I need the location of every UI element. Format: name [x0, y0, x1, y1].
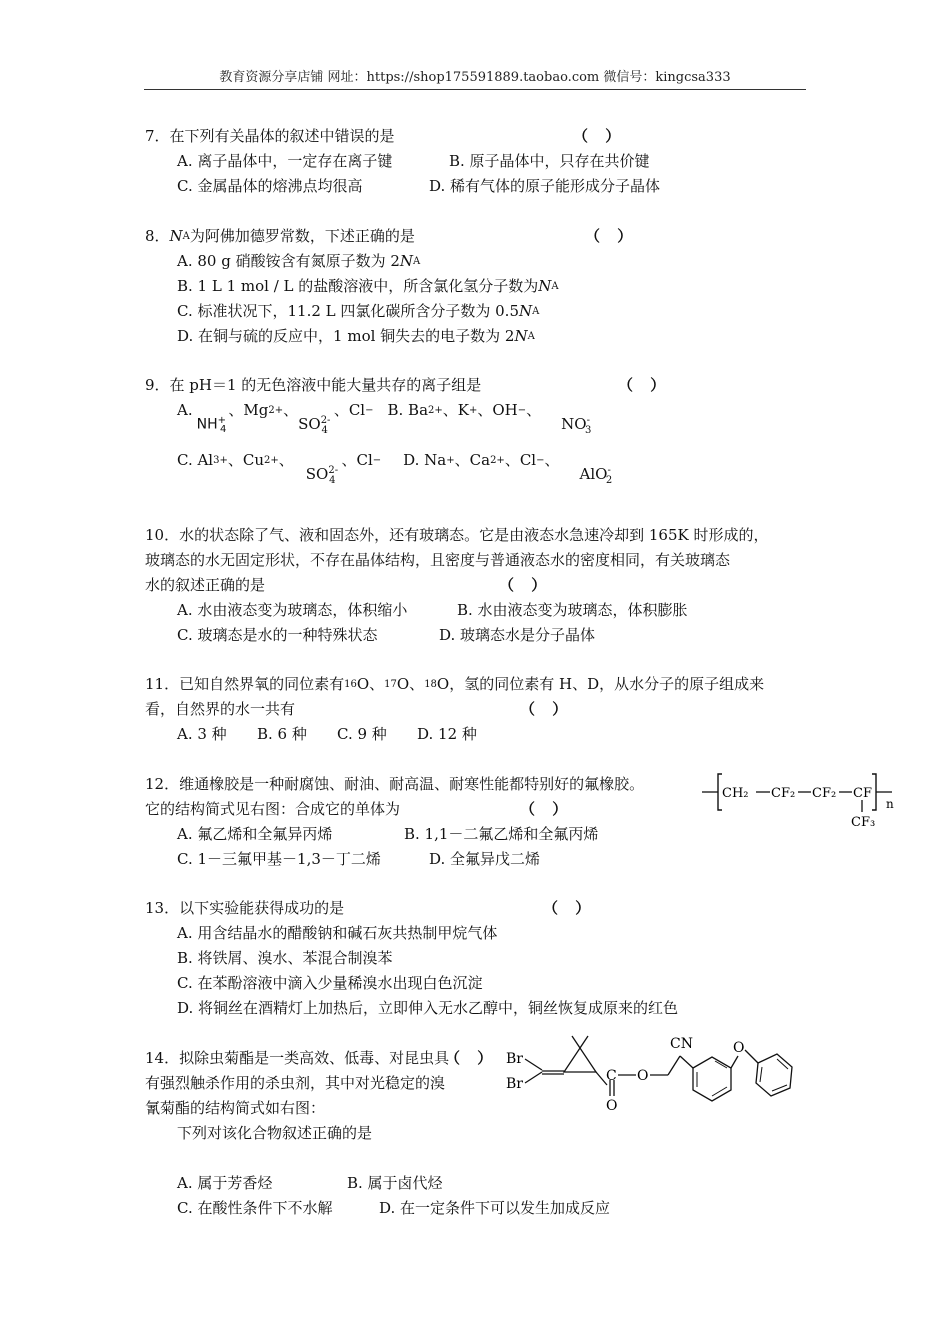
- q11-line-1-end: ，氢的同位素有 H、D，从水分子的原子组成来: [449, 675, 765, 693]
- na-subscript: A: [413, 256, 421, 267]
- q9-option-d-label: D. Na: [403, 451, 447, 469]
- ester-oxygen: O: [637, 1068, 649, 1084]
- q9-answer-blank[interactable]: （ ）: [618, 376, 672, 394]
- bromine-atom-top: Br: [506, 1051, 523, 1067]
- q12-line-2: 它的结构简式见右图：合成它的单体为: [145, 800, 401, 818]
- bromine-atom-bottom: Br: [506, 1076, 523, 1092]
- na-subscript: A: [182, 231, 190, 242]
- question-8: [145, 224, 815, 349]
- q12-option-d: D. 全氟异戊二烯: [429, 850, 541, 868]
- q14-answer-blank[interactable]: （ ）: [445, 1049, 499, 1067]
- q11-line-2: 看，自然界的水一共有: [145, 700, 296, 718]
- na-symbol: N: [519, 302, 533, 320]
- so4-text: SO: [305, 465, 329, 483]
- na-symbol: N: [514, 327, 528, 345]
- ion-cl: 、Cl: [504, 451, 537, 469]
- so4-text: SO: [298, 415, 321, 433]
- q12-option-a: A. 氟乙烯和全氟异丙烯: [177, 825, 333, 843]
- q9-option-a-label: A.: [177, 401, 193, 419]
- q7-option-c: C. 金属晶体的熔沸点均很高: [177, 177, 363, 195]
- na-subscript: A: [551, 281, 559, 292]
- q13-stem: 13．以下实验能获得成功的是: [145, 899, 345, 917]
- q13-option-d: D. 将铜丝在酒精灯上加热后，立即伸入无水乙醇中，铜丝恢复成原来的红色: [177, 999, 679, 1017]
- q8-option-c: C. 标准状况下，11.2 L 四氯化碳所含分子数为 0.5: [177, 302, 519, 320]
- q8-stem: 为阿佛加德罗常数，下述正确的是: [189, 227, 415, 245]
- na-symbol: N: [169, 227, 183, 245]
- q7-stem: 7．在下列有关晶体的叙述中错误的是: [145, 127, 395, 145]
- q10-line-2: 玻璃态的水无固定形状，不存在晶体结构，且密度与普通液态水的密度相同，有关玻璃态: [145, 551, 731, 569]
- ether-oxygen: O: [733, 1040, 745, 1056]
- q11-option-a: A. 3 种: [177, 725, 227, 743]
- q11-option-c: C. 9 种: [337, 725, 387, 743]
- question-11: 11．已知自然界氧的同位素有 16 O、 17 O、 18 O ，氢的同位素有 H、D，从水分子的原子组成来 看，自然界的水一共有 （ ） A. 3 种 B. 6 种 C. 9 种 D. 12 种: [145, 672, 815, 747]
- q7-option-d: D. 稀有气体的原子能形成分子晶体: [429, 177, 661, 195]
- na-symbol: N: [538, 277, 552, 295]
- nh4-text: NH: [196, 416, 218, 433]
- carbonyl-carbon: C: [606, 1068, 617, 1084]
- q12-line-1: 12．维通橡胶是一种耐腐蚀、耐油、耐高温、耐寒性能都特别好的氟橡胶。: [145, 775, 645, 793]
- q9-option-b-label: B. Ba: [387, 401, 429, 419]
- question-7: [145, 124, 815, 199]
- ion-no3: $NO^-_3$: [561, 415, 592, 436]
- q12-answer-blank[interactable]: （ ）: [520, 800, 574, 818]
- q8-option-d: D. 在铜与硫的反应中，1 mol 铜失去的电子数为 2: [177, 327, 515, 345]
- q10-option-c: C. 玻璃态是水的一种特殊状态: [177, 626, 378, 644]
- na-subscript: A: [532, 306, 540, 317]
- cyano-group: CN: [670, 1036, 693, 1052]
- carbonyl-oxygen: O: [606, 1098, 618, 1114]
- q11-answer-blank[interactable]: （ ）: [520, 700, 574, 718]
- cf2-group-2: CF₂: [812, 786, 837, 801]
- question-13: [145, 896, 815, 1021]
- q7-option-a: A. 离子晶体中，一定存在离子键: [177, 152, 393, 170]
- cf3-group: CF₃: [851, 815, 876, 830]
- q14-option-d: D. 在一定条件下可以发生加成反应: [379, 1199, 611, 1217]
- q13-option-a: A. 用含结晶水的醋酸钠和碱石灰共热制甲烷气体: [177, 924, 498, 942]
- q10-line-1: 10．水的状态除了气、液和固态外，还有玻璃态。它是由液态水急速冷却到 165K 时形成的，: [145, 526, 769, 544]
- ion-k: 、K: [442, 401, 469, 419]
- q8-option-b: B. 1 L 1 mol / L 的盐酸溶液中，所含氯化氢分子数为: [177, 277, 539, 295]
- q11-option-b: B. 6 种: [257, 725, 307, 743]
- ion-so4: $SO^{2-}_4$: [305, 465, 339, 486]
- q13-option-c: C. 在苯酚溶液中滴入少量稀溴水出现白色沉淀: [177, 974, 483, 992]
- q14-line-1: 14．拟除虫菊酯是一类高效、低毒、对昆虫具: [145, 1049, 450, 1067]
- ion-alo2: AlO-$_2$: [579, 465, 613, 486]
- ion-cl: 、Cl: [341, 451, 373, 469]
- ion-oh: 、OH: [477, 401, 518, 419]
- q8-number: 8．: [145, 227, 170, 245]
- na-symbol: N: [399, 252, 414, 270]
- q10-answer-blank[interactable]: （ ）: [499, 576, 553, 594]
- q13-answer-blank[interactable]: （ ）: [543, 899, 597, 917]
- q13-option-b: B. 将铁屑、溴水、苯混合制溴苯: [177, 949, 393, 967]
- ion-nh4: $NH^+_4$: [196, 415, 227, 436]
- q8-option-a: A. 80 g 硝酸铵含有氮原子数为 2: [177, 252, 400, 270]
- na-subscript: A: [527, 331, 535, 342]
- ion-mg: 、Mg: [228, 401, 269, 419]
- q10-line-3: 水的叙述正确的是: [145, 576, 266, 594]
- q10-option-b: B. 水由液态变为玻璃态，体积膨胀: [457, 601, 688, 619]
- q14-option-a: A. 属于芳香烃: [177, 1174, 273, 1192]
- q9-option-c-label: C. Al: [177, 451, 214, 469]
- q12-option-b: B. 1,1－二氟乙烯和全氟丙烯: [404, 825, 599, 843]
- deltamethrin-structure-diagram: [500, 1030, 800, 1120]
- q14-option-c: C. 在酸性条件下不水解: [177, 1199, 333, 1217]
- ion-cl: 、Cl: [333, 401, 366, 419]
- q8-answer-blank[interactable]: （ ）: [585, 227, 639, 245]
- q7-option-b: B. 原子晶体中，只存在共价键: [449, 152, 650, 170]
- q14-option-b: B. 属于卤代烃: [347, 1174, 443, 1192]
- ion-so4: $SO^{2-}_4$: [298, 415, 331, 436]
- page-header: 教育资源分享店铺 网址：https://shop175591889.taobao.com 微信号：kingcsa333: [144, 66, 806, 90]
- q12-option-c: C. 1－三氟甲基－1,3－丁二烯: [177, 850, 381, 868]
- q9-stem: 9．在 pH＝1 的无色溶液中能大量共存的离子组是: [145, 376, 482, 394]
- no3-text: NO: [561, 415, 587, 433]
- cf2-group-1: CF₂: [771, 786, 796, 801]
- q10-option-d: D. 玻璃态水是分子晶体: [439, 626, 596, 644]
- question-10: [145, 523, 815, 648]
- q11-option-d: D. 12 种: [417, 725, 477, 743]
- ch2-group: CH₂: [722, 786, 749, 801]
- ion-cu: 、Cu: [227, 451, 264, 469]
- q7-answer-blank[interactable]: （ ）: [573, 127, 627, 145]
- q14-line-2: 有强烈触杀作用的杀虫剂，其中对光稳定的溴: [145, 1074, 446, 1092]
- q14-line-3: 氰菊酯的结构简式如右图：: [145, 1099, 326, 1117]
- q14-line-4: 下列对该化合物叙述正确的是: [177, 1124, 373, 1142]
- alo2-text: AlO: [579, 465, 608, 483]
- q11-line-1-start: 11．已知自然界氧的同位素有: [145, 675, 345, 693]
- question-9: 9．在 pH＝1 的无色溶液中能大量共存的离子组是 （ ） A. $NH^+_4$ 、Mg 2+ 、 $SO^{2-}_4$ 、Cl − B. Ba 2+ 、K + 、OH − 、 $NO^-_3$ C. Al 3+ 、Cu 2+ 、 $SO^{2-}_4$ 、Cl − D. Na + 、Ca 2+ 、Cl − 、 AlO-$_2$: [145, 373, 815, 498]
- ion-ca: 、Ca: [454, 451, 491, 469]
- q10-option-a: A. 水由液态变为玻璃态，体积缩小: [177, 601, 408, 619]
- cf-group: CF: [853, 786, 872, 801]
- repeat-n: n: [886, 797, 894, 811]
- vitons-structure-diagram: [700, 768, 908, 836]
